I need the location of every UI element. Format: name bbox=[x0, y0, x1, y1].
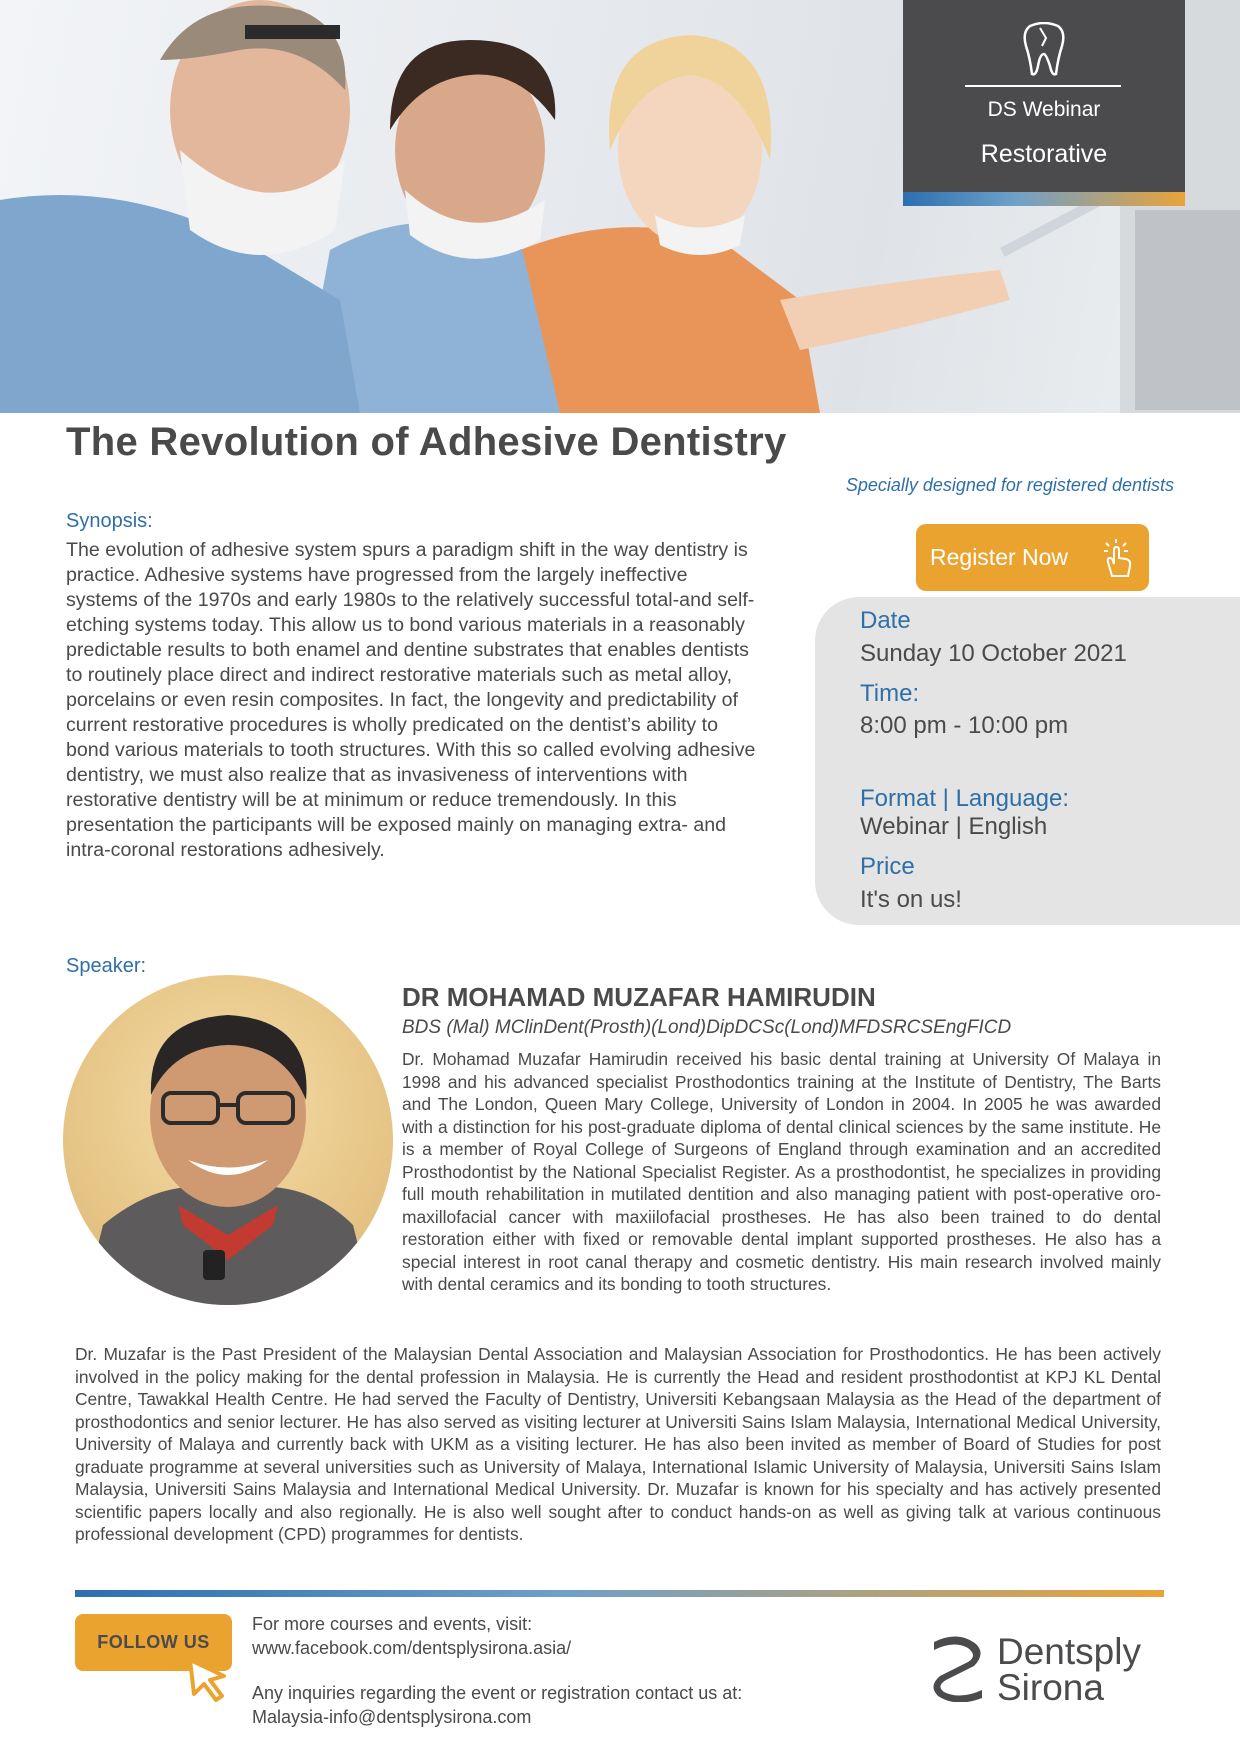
webinar-badge bbox=[903, 0, 1185, 206]
format-value: Webinar | English bbox=[860, 813, 1048, 840]
speaker-bio-1: Dr. Mohamad Muzafar Hamirudin received his basic dental training at University Of Malaya in 1998 and his advanced specialist Prosthodontics training at the Institute of Dentistry, The Barts and The London, Queen Mary College, University of London in 2004. In 2005 he was awarded with a distinction for his post-graduate diploma of dental clinical sciences by the same institute. He is a member of Royal College of Surgeons of England through examination and an accredited Prosthodontist by the National Specialist Register. As a prosthodontist, he specializes in providing full mouth rehabilitation in mutilated dentition and also managing patient with post-operative oro-maxillofacial cancer with maxiilofacial prostheses. He has also been trained to do dental restoration either with fixed or removable dental implant supported prostheses. He also has a special interest in root canal therapy and cosmetic dentistry. His main research involved mainly with dental ceramics and its bonding to tooth structures. bbox=[402, 1049, 1161, 1294]
badge-line-1: DS Webinar bbox=[987, 98, 1101, 121]
speaker-label: Speaker: bbox=[66, 955, 147, 977]
dentsply-sirona-logo-icon bbox=[930, 1632, 988, 1702]
badge-divider bbox=[965, 85, 1121, 87]
date-value: Sunday 10 October 2021 bbox=[860, 640, 1127, 667]
badge-line-2: Restorative bbox=[980, 140, 1108, 168]
page-title: The Revolution of Adhesive Dentistry bbox=[66, 420, 787, 464]
price-label: Price bbox=[860, 853, 915, 880]
register-label: Register Now bbox=[930, 544, 1069, 570]
time-value: 8:00 pm - 10:00 pm bbox=[860, 712, 1069, 739]
format-label: Format | Language: bbox=[860, 785, 1070, 812]
speaker-portrait bbox=[63, 975, 393, 1305]
tooth-icon bbox=[1022, 22, 1066, 78]
date-label: Date bbox=[860, 607, 911, 634]
synopsis-label: Synopsis: bbox=[66, 510, 153, 532]
audience-note: Specially designed for registered dentists bbox=[845, 475, 1174, 495]
time-label: Time: bbox=[860, 680, 920, 707]
synopsis-text: The evolution of adhesive system spurs a paradigm shift in the way dentistry is practice. Adhesive systems have progressed from the largely ineffective systems of the 1970s and early 1980s to the relatively successful total-and self-etching systems today. This allow us to bond various materials in a reasonably predictable results to both enamel and dentine substrates that enables dentists to routinely place direct and indirect restorative materials such as metal alloy, porcelains or even resin composites. In fact, the longevity and predictability of current restorative procedures is wholly predicated on the dentist’s ability to bond various materials to tooth structures. With this so called evolving adhesive dentistry, we must also realize that as invasiveness of interventions with restorative dentistry will be at minimum or reduce tremendously. In this presentation the participants will be exposed mainly on managing extra- and intra-coronal restorations adhesively. bbox=[66, 539, 756, 861]
facebook-link[interactable]: www.facebook.com/dentsplysirona.asia/ bbox=[252, 1638, 572, 1658]
hero-photo bbox=[0, 0, 1240, 413]
logo-wordmark-line-1: Dentsply bbox=[997, 1631, 1141, 1672]
speaker-credentials: BDS (Mal) MClinDent(Prosth)(Lond)DipDCSc(Lond)MFDSRCSEngFICD bbox=[402, 1017, 1012, 1038]
cursor-arrow-icon bbox=[186, 1656, 230, 1704]
speaker-photo bbox=[63, 975, 393, 1305]
email-link[interactable]: Malaysia-info@dentsplysirona.com bbox=[252, 1707, 532, 1727]
tap-hand-icon bbox=[1096, 536, 1140, 580]
speaker-bio-2: Dr. Muzafar is the Past President of the Malaysian Dental Association and Malaysian Association for Prosthodontics. He has been actively involved in the policy making for the dental profession in Malaysia. He is currently the Head and resident prosthodontist at KPJ KL Dental Centre, Tawakkal Health Centre. He had served the Faculty of Dentistry, Universiti Kebangsaan Malaysia as the Head of the department of prosthodontics and senior lecturer. He has also served as visiting lecturer at Universiti Sains Islam Malaysia, International Medical University, University of Malaya and currently back with UKM as a visiting lecturer. He has also been invited as member of Board of Studies for post graduate programme at several universities such as University of Malaya, International Islamic University of Malaysia, Universiti Sains Islam Malaysia, Universiti Sains Malaysia and International Medical University. Dr. Muzafar is known for his specialty and has actively presented scientific papers locally and also regionally. He is also well sought after to conduct hands-on as well as giving talk at various continuous professional development (CPD) programmes for dentists. bbox=[75, 1344, 1161, 1544]
register-now-button[interactable] bbox=[916, 524, 1149, 591]
follow-us-button[interactable]: FOLLOW US bbox=[75, 1614, 232, 1671]
more-courses-text: For more courses and events, visit: bbox=[252, 1614, 533, 1634]
footer-gradient-divider bbox=[75, 1590, 1164, 1597]
inquiries-text: Any inquiries regarding the event or registration contact us at: bbox=[252, 1683, 743, 1703]
speaker-name: DR MOHAMAD MUZAFAR HAMIRUDIN bbox=[402, 982, 876, 1012]
logo-wordmark-line-2: Sirona bbox=[997, 1667, 1104, 1708]
badge-gradient-bar bbox=[903, 192, 1185, 206]
price-value: It's on us! bbox=[860, 886, 962, 913]
